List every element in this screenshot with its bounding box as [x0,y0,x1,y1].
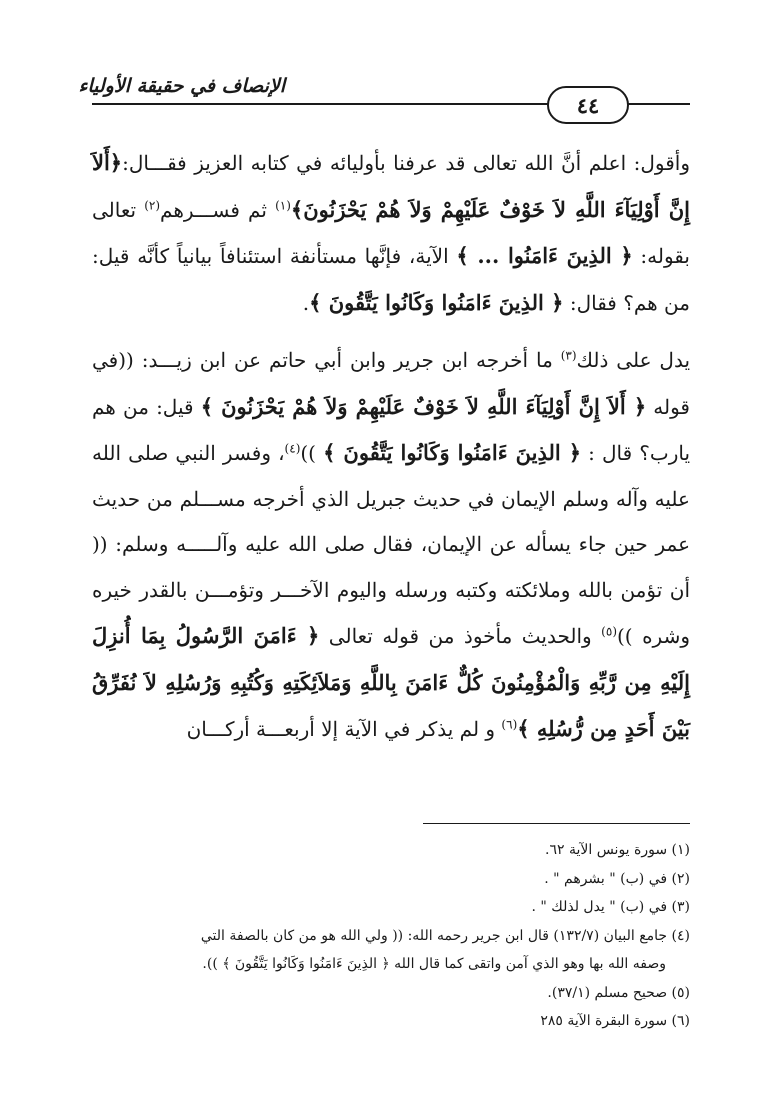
footnote-ref: (٤) [284,441,301,456]
footnote-4: (٤) جامع البيان (١٣٢/٧) قال ابن جرير رحمه الله: (( ولي الله هو من كان بالصفة التي [200,927,690,944]
footnotes [92,836,690,1036]
main-text [92,140,690,753]
quran-verse: ﴿ الذِينَ ءَامَنُوا وَكَانُوا يَتَّقُونَ ﴾ [323,440,582,465]
footnote-5: (٥) صحيح مسلم (٣٧/١). [547,984,690,1001]
text-run: )) [300,441,324,465]
text-run: ، وفسر النبي صلى الله عليه وآله وسلم الإيمان في حديث جبريل الذي أخرجه مســـلم من حديث عمر حين جاء يسأله عن الإيمان، فقال صلى الله عليه وآلـــــه وسلم: (( أن تؤمن بالله وملائكته وكتبه ورسله واليوم الآخـــر وتؤمـــن بالقدر خيره وشره )) [92,441,690,648]
footnote-ref: (٣) [560,348,577,363]
running-header-title: الإنصاف في حقيقة الأولياء [78,75,285,97]
paragraph-1 [92,140,690,326]
text-run: الآية، فإنَّها مستأنفة استئنافاً بيانياً كأنَّه قيل: من هم؟ فقال: [92,244,690,315]
footnote-ref: (١) [275,197,291,212]
footnote-6: (٦) سورة البقرة الآية ٢٨٥ [540,1013,690,1029]
text-run: ما أخرجه ابن جرير وابن أبي حاتم عن ابن زيـــد: ((في قوله [92,348,690,419]
page-number: ٤٤ [547,86,629,124]
footnote-2: (٢) في (ب) " بشرهم " . [544,870,690,887]
text-run: تعالى بقوله: [92,197,690,268]
text-run: يدل على ذلك [576,348,691,372]
quran-verse: ﴿ ءَامَنَ الرَّسُولُ بِمَا أُنزِلَ إِلَيْهِ مِن رَّبِّهِ وَالْمُؤْمِنُونَ كُلٌّ ءَامَنَ بِاللَّهِ وَمَلاَئِكَتِهِ وَكُتُبِهِ وَرُسُلِهِ لاَ نُفَرِّقُ بَيْنَ أَحَدٍ مِن رُّسُلِهِ ﴾ [92,623,690,741]
footnote-3: (٣) في (ب) " يدل لذلك " . [531,899,690,915]
footnote-ref: (٢) [144,197,161,212]
quran-verse: ﴿أَلاَ إِنَّ أَوْلِيَآءَ اللَّهِ لاَ خَوْفٌ عَلَيْهِمْ وَلاَ هُمْ يَحْزَنُونَ﴾ [92,150,690,222]
quran-verse: ﴿ الذِينَ ءَامَنُوا وَكَانُوا يَتَّقُونَ ﴾ [309,289,564,315]
text-run: و لم يذكر في الآية إلا أربعـــة أركـــان [186,717,502,741]
footnote-separator [423,823,690,824]
quran-verse: ﴿ الذِينَ ءَامَنُوا ... ﴾ [456,243,633,268]
footnote-ref: (٥) [601,624,617,639]
text-run: . [302,290,310,315]
footnote-ref: (٦) [501,717,518,732]
text-run: ثم فســـرهم [160,197,276,222]
text-run: وأقول: اعلم أنَّ الله تعالى قد عرفنا بأوليائه في كتابه العزيز فقـــال: [122,151,690,175]
text-run: والحديث مأخوذ من قوله تعالى [319,624,602,648]
footnote-1: (١) سورة يونس الآية ٦٢. [545,842,690,858]
quran-verse: ﴿ أَلاَ إِنَّ أَوْلِيَآءَ اللَّهِ لاَ خَوْفٌ عَلَيْهِمْ وَلاَ هُمْ يَحْزَنُونَ ﴾ [200,393,647,419]
paragraph-2 [92,338,690,753]
footnote-4-continuation: وصفه الله بها وهو الذي آمن واتقى كما قال الله ﴿ الذِينَ ءَامَنُوا وَكَانُوا يَتَّقُونَ ﴾ )). [202,956,666,972]
text-run: قيل: من هم يارب؟ قال : [92,394,691,465]
